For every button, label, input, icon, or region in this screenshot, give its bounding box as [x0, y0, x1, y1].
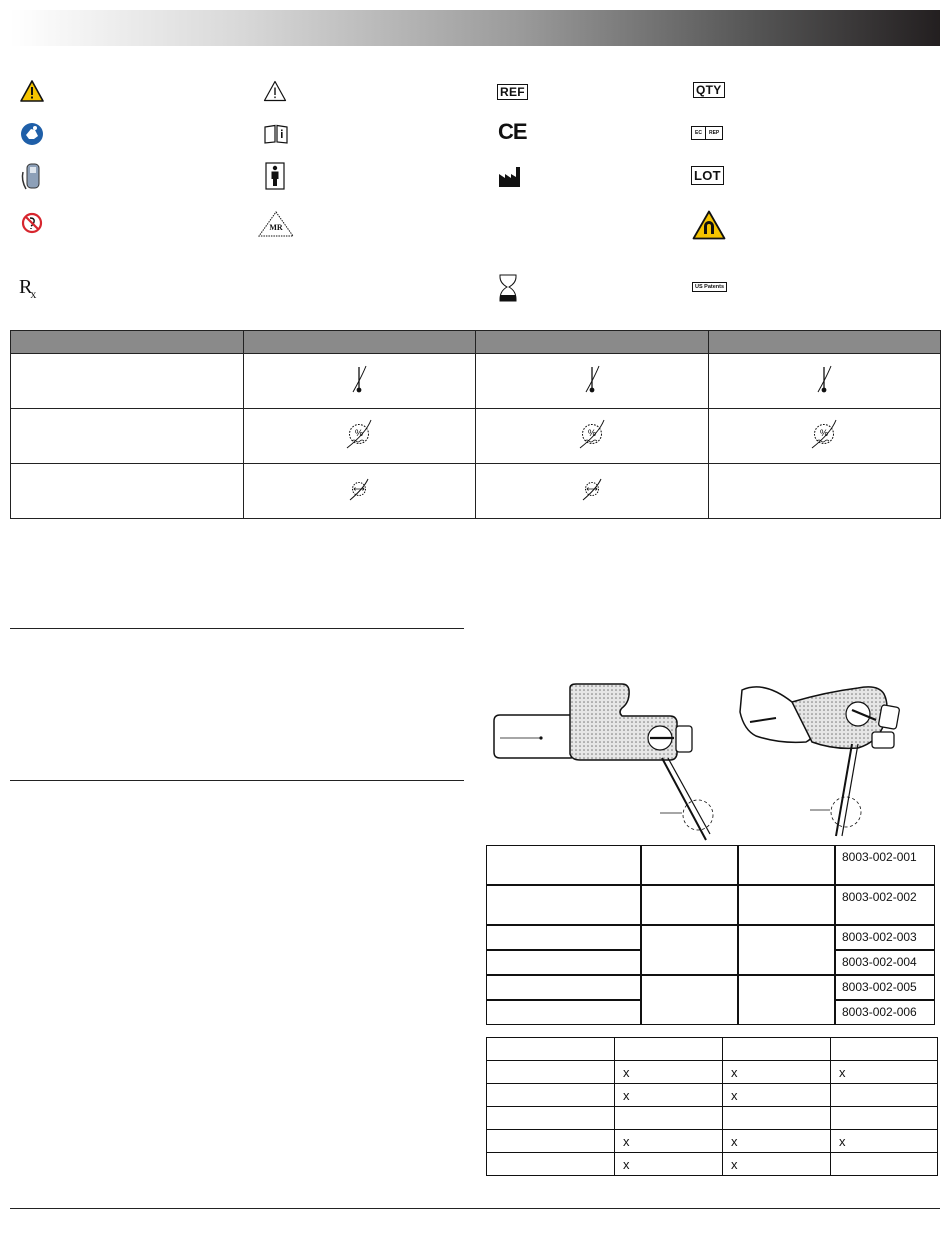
table-cell [486, 885, 641, 925]
table-cell [738, 925, 835, 975]
humidity-limit-icon [807, 417, 841, 451]
ref-symbol: REF [497, 84, 528, 100]
table-cell [738, 845, 835, 885]
storage-conditions-table [10, 330, 941, 519]
table-row [487, 1107, 938, 1130]
compatibility-table [486, 1037, 938, 1176]
table-cell [641, 975, 738, 1025]
rx-sub-letter: x [30, 287, 37, 301]
svg-text:%: % [587, 427, 596, 438]
table-row [487, 1038, 938, 1061]
table-cell [11, 354, 244, 409]
us-patents-symbol: US Patents [692, 282, 727, 292]
use-by-date-icon [498, 274, 518, 302]
humidity-row [11, 409, 941, 464]
ref-number-cell: 8003-002-002 [835, 885, 935, 925]
table-cell [486, 1000, 641, 1025]
read-instructions-icon [20, 122, 44, 146]
mri-magnet-warning-icon [692, 210, 726, 240]
header-cell [11, 331, 244, 354]
ec-rep-symbol [691, 126, 723, 140]
table-cell [708, 409, 941, 464]
table-cell [243, 409, 476, 464]
compat-cell: x [615, 1084, 723, 1107]
table-row [487, 1130, 938, 1153]
compat-cell [487, 1084, 615, 1107]
compat-cell: x [723, 1153, 831, 1176]
ref-number-cell: 8003-002-003 [835, 925, 935, 950]
compat-cell: x [723, 1130, 831, 1153]
compat-cell [487, 1153, 615, 1176]
table-cell [738, 975, 835, 1025]
humidity-limit-icon [342, 417, 376, 451]
rx-only-icon [19, 277, 36, 304]
table-cell [641, 925, 738, 975]
qty-symbol: QTY [693, 82, 725, 98]
consult-instructions-icon [263, 124, 289, 144]
rep-label: REP [708, 130, 720, 136]
table-row [486, 885, 935, 925]
temperature-row [11, 354, 941, 409]
manufacturer-icon [498, 166, 522, 188]
table-cell [708, 464, 941, 519]
mr-conditional-icon [258, 211, 294, 237]
lot-symbol: LOT [691, 166, 724, 185]
table-header-row [11, 331, 941, 354]
device-unit-icon [18, 162, 46, 192]
compat-cell [831, 1107, 938, 1130]
compat-cell [723, 1107, 831, 1130]
header-cell [243, 331, 476, 354]
compat-cell [487, 1107, 615, 1130]
ec-label: EC [692, 127, 706, 139]
table-cell [486, 925, 641, 950]
table-cell [243, 354, 476, 409]
compat-cell [487, 1130, 615, 1153]
sensor-diagram-right [730, 680, 935, 842]
patient-icon [265, 162, 285, 190]
compat-cell [831, 1084, 938, 1107]
ce-mark: CE [498, 119, 527, 144]
table-cell [11, 464, 244, 519]
sensor-diagram-left [490, 680, 715, 842]
rx-letter: R [19, 276, 33, 298]
compat-cell: x [723, 1084, 831, 1107]
table-row [487, 1153, 938, 1176]
compat-cell: x [723, 1061, 831, 1084]
svg-text:%: % [820, 427, 829, 438]
ordering-table [486, 845, 935, 1025]
footer-divider [10, 1208, 940, 1209]
table-cell [486, 845, 641, 885]
table-cell [738, 885, 835, 925]
header-cell [708, 331, 941, 354]
compat-cell [615, 1107, 723, 1130]
compat-cell [831, 1038, 938, 1061]
section-divider [10, 628, 464, 629]
table-row [486, 845, 935, 885]
table-cell [486, 975, 641, 1000]
table-cell [243, 464, 476, 519]
compat-cell: x [615, 1130, 723, 1153]
table-cell [708, 354, 941, 409]
pressure-row [11, 464, 941, 519]
table-cell [11, 409, 244, 464]
caution-icon [263, 80, 287, 102]
header-gradient-bar [10, 10, 940, 46]
temperature-limit-icon [582, 364, 602, 394]
table-row [486, 925, 935, 950]
ref-number-cell: 8003-002-004 [835, 950, 935, 975]
svg-text:%: % [355, 427, 364, 438]
ref-number-cell: 8003-002-005 [835, 975, 935, 1000]
compat-cell [487, 1061, 615, 1084]
humidity-limit-icon [575, 417, 609, 451]
compat-cell [831, 1153, 938, 1176]
no-reuse-icon [21, 212, 43, 234]
section-divider [10, 780, 464, 781]
table-cell [486, 950, 641, 975]
compat-cell: x [831, 1130, 938, 1153]
temperature-limit-icon [349, 364, 369, 394]
header-cell [476, 331, 709, 354]
pressure-limit-icon [346, 476, 372, 502]
table-cell [476, 354, 709, 409]
mr-label: MR [269, 223, 283, 232]
table-row [487, 1061, 938, 1084]
temperature-limit-icon [814, 364, 834, 394]
compat-cell: x [831, 1061, 938, 1084]
table-cell [641, 845, 738, 885]
table-cell [476, 409, 709, 464]
warning-icon [20, 80, 44, 102]
ref-number-cell: 8003-002-001 [835, 845, 935, 885]
table-row [486, 975, 935, 1000]
compat-cell [615, 1038, 723, 1061]
compat-cell [723, 1038, 831, 1061]
compat-cell [487, 1038, 615, 1061]
pressure-limit-icon [579, 476, 605, 502]
table-row [487, 1084, 938, 1107]
compat-cell: x [615, 1061, 723, 1084]
table-cell [641, 885, 738, 925]
ref-number-cell: 8003-002-006 [835, 1000, 935, 1025]
table-cell [476, 464, 709, 519]
compat-cell: x [615, 1153, 723, 1176]
